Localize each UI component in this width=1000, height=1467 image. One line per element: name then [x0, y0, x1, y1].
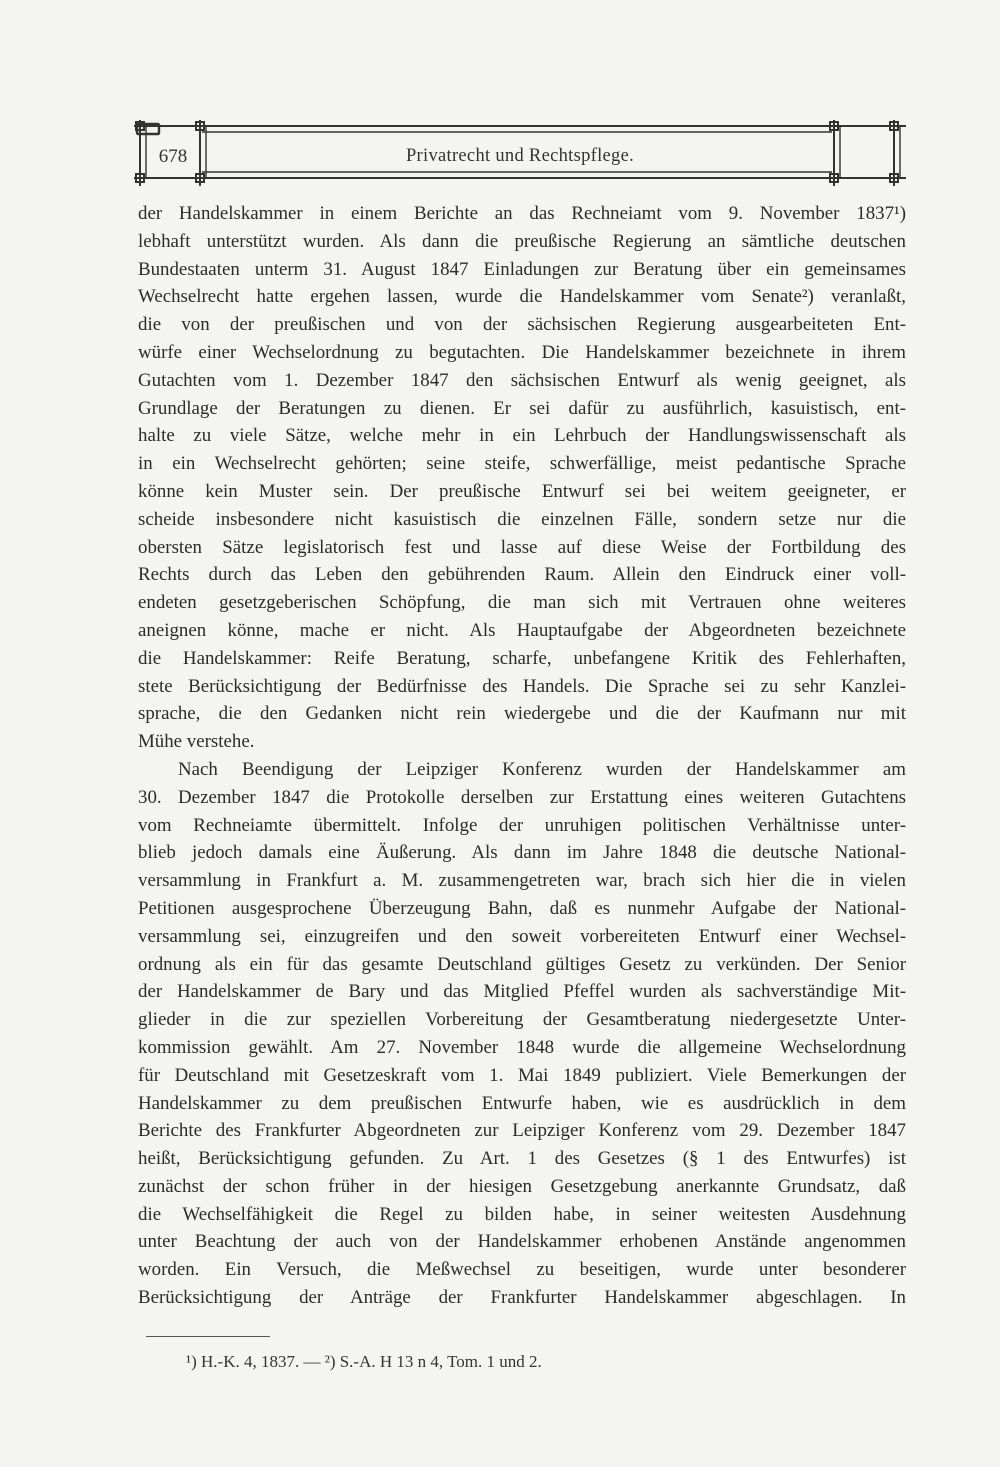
text-line: Petitionen ausgesprochene Überzeugung Bahn, daß es nunmehr Aufgabe der National- [138, 897, 906, 919]
text-line: könne kein Muster sein. Der preußische Entwurf sei bei weitem geeigneter, er [138, 480, 906, 502]
text-line: Gutachten vom 1. Dezember 1847 den sächsischen Entwurf als wenig geeignet, als [138, 369, 906, 391]
text-line: stete Berücksichtigung der Bedürfnisse des Handels. Die Sprache sei zu sehr Kanzlei- [138, 675, 906, 697]
text-line: versammlung sei, einzugreifen und den soweit vorbereiteten Entwurf einer Wechsel- [138, 925, 906, 947]
running-head: Privatrecht und Rechtspflege. [405, 146, 635, 166]
text-line: Berichte des Frankfurter Abgeordneten zur Leipziger Konferenz vom 29. Dezember 1847 [138, 1120, 906, 1142]
text-line: die Handelskammer: Reife Beratung, scharfe, unbefangene Kritik des Fehlerhaften, [138, 647, 906, 669]
text-line: Bundestaaten unterm 31. August 1847 Einladungen zur Beratung über ein gemeinsames [138, 258, 906, 280]
footnote-divider [146, 1336, 270, 1337]
text-line: scheide insbesondere nicht kasuistisch die einzelnen Fälle, sondern setze nur die [138, 508, 906, 530]
text-line: heißt, Berücksichtigung gefunden. Zu Art. 1 des Gesetzes (§ 1 des Entwurfes) ist [138, 1148, 906, 1170]
text-line: die von der preußischen und von der sächsischen Regierung ausgearbeiteten Ent- [138, 314, 906, 336]
ornament-icon [134, 120, 162, 138]
text-line: Wechselrecht hatte ergehen lassen, wurde die Handelskammer vom Senate²) veranlaßt, [138, 286, 906, 308]
text-line: für Deutschland mit Gesetzeskraft vom 1. Mai 1849 publiziert. Viele Bemerkungen der [138, 1064, 906, 1086]
text-line: blieb jedoch damals eine Äußerung. Als dann im Jahre 1848 die deutsche National- [138, 842, 906, 864]
text-line: glieder in die zur speziellen Vorbereitung der Gesamtberatung niedergesetzte Unter- [138, 1009, 906, 1031]
text-line: kommission gewählt. Am 27. November 1848 wurde die allgemeine Wechselordnung [138, 1036, 906, 1058]
page-header [134, 120, 906, 186]
text-line: der Handelskammer de Bary und das Mitglied Pfeffel wurden als sachverständige Mit- [138, 981, 906, 1003]
text-line: endeten gesetzgeberischen Schöpfung, die man sich mit Vertrauen ohne weiteres [138, 592, 906, 614]
text-line: Handelskammer zu dem preußischen Entwurfe haben, wie es ausdrücklich in dem [138, 1092, 906, 1114]
text-line: unter Beachtung der auch von der Handelskammer erhobenen Anstände angenommen [138, 1231, 906, 1253]
text-line: Mühe verstehe. [138, 731, 255, 753]
text-line: der Handelskammer in einem Berichte an das Rechneiamt vom 9. November 1837¹) [138, 203, 906, 224]
text-line: Rechts durch das Leben den gebührenden Raum. Allein den Eindruck einer voll- [138, 564, 906, 586]
text-line: die Wechselfähigkeit die Regel zu bilden habe, in seiner weitesten Ausdehnung [138, 1203, 906, 1225]
text-line: zunächst der schon früher in der hiesigen Gesetzgebung anerkannte Grundsatz, daß [138, 1175, 906, 1197]
text-line: lebhaft unterstützt wurden. Als dann die preußische Regierung an sämtliche deutschen [138, 230, 906, 252]
text-line: sprache, die den Gedanken nicht rein wiedergebe und die der Kaufmann nur mit [138, 703, 906, 725]
text-line: würfe einer Wechselordnung zu begutachten. Die Handelskammer bezeichnete in ihrem [138, 341, 906, 363]
text-line: versammlung in Frankfurt a. M. zusammengetreten war, brach sich hier die in vielen [138, 870, 906, 892]
text-line: worden. Ein Versuch, die Meßwechsel zu beseitigen, wurde unter besonderer [138, 1259, 906, 1281]
text-line: Grundlage der Beratungen zu dienen. Er sei dafür zu ausführlich, kasuistisch, ent- [138, 397, 906, 419]
text-line: Nach Beendigung der Leipziger Konferenz wurden der Handelskammer am [178, 758, 906, 780]
text-line: vom Rechneiamte übermittelt. Infolge der unruhigen politischen Verhältnisse unter- [138, 814, 906, 836]
page-number: 678 [158, 146, 188, 167]
body-text [138, 200, 906, 1312]
text-line: 30. Dezember 1847 die Protokolle derselben zur Erstattung eines weiteren Gutachtens [138, 786, 906, 808]
text-line: obersten Sätze legislatorisch fest und lasse auf diese Weise der Fortbildung des [138, 536, 906, 558]
text-line: Berücksichtigung der Anträge der Frankfurter Handelskammer abgeschlagen. In [138, 1287, 906, 1309]
footnotes: ¹) H.-K. 4, 1837. — ²) S.-A. H 13 n 4, Tom. 1 und 2. [186, 1352, 542, 1371]
text-line: ordnung als ein für das gesamte Deutschland gültiges Gesetz zu verkünden. Der Senior [138, 953, 906, 975]
text-line: halte zu viele Sätze, welche mehr in ein Lehrbuch der Handlungswissenschaft als [138, 425, 906, 447]
text-line: in ein Wechselrecht gehörten; seine steife, schwerfällige, meist pedantische Sprache [138, 453, 906, 475]
text-line: aneignen könne, mache er nicht. Als Hauptaufgabe der Abgeordneten bezeichnete [138, 619, 906, 641]
